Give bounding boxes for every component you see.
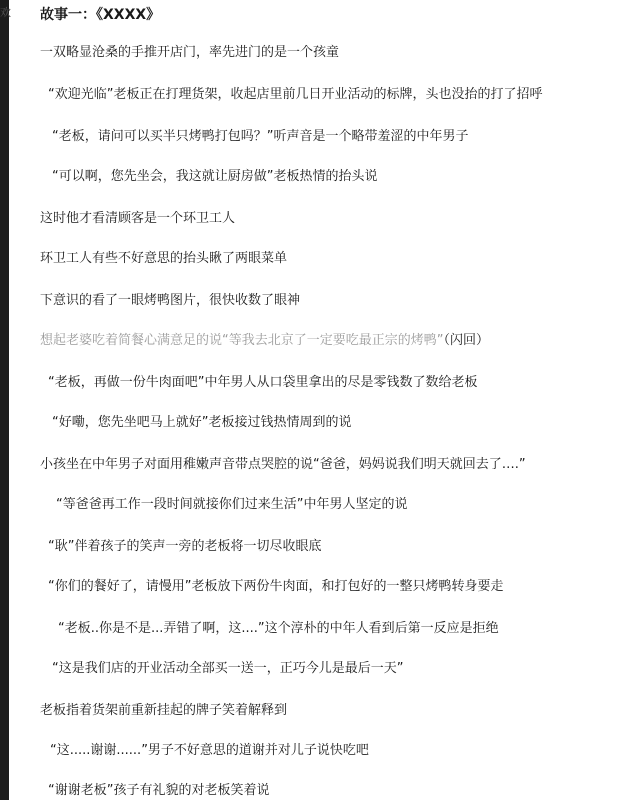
story-line: 小孩坐在中年男子对面用稚嫩声音带点哭腔的说“爸爸，妈妈说我们明天就回去了….” bbox=[40, 457, 526, 472]
story-line: “耿”伴着孩子的笑声一旁的老板将一切尽收眼底 bbox=[48, 539, 322, 554]
story-line: “等爸爸再工作一段时间就接你们过来生活”中年男人坚定的说 bbox=[56, 497, 408, 512]
story-line: “欢迎光临”老板正在打理货架，收起店里前几日开业活动的标牌，头也没抬的打了招呼 bbox=[48, 87, 543, 102]
story-line: 老板指着货架前重新挂起的牌子笑着解释到 bbox=[40, 703, 288, 718]
story-line: “好嘞，您先坐吧马上就好”老板接过钱热情周到的说 bbox=[52, 415, 352, 430]
story-line: 下意识的看了一眼烤鸭图片，很快收数了眼神 bbox=[40, 293, 301, 308]
flashback-line bbox=[40, 332, 489, 350]
flashback-note: （闪回） bbox=[443, 333, 489, 348]
story-line: “老板，再做一份牛肉面吧”中年男人从口袋里拿出的尽是零钱数了数给老板 bbox=[48, 375, 478, 390]
story-title: 故事一：《XXXX》 bbox=[40, 7, 161, 23]
story-line: “老板..你是不是...弄错了啊，这....”这个淳朴的中年人看到后第一反应是拒绝 bbox=[58, 621, 499, 636]
story-line: “老板，请问可以买半只烤鸭打包吗？”听声音是一个略带羞涩的中年男子 bbox=[52, 129, 469, 144]
story-line: “你们的餐好了，请慢用”老板放下两份牛肉面，和打包好的一整只烤鸭转身要走 bbox=[48, 579, 504, 594]
story-line: 这时他才看清顾客是一个环卫工人 bbox=[40, 211, 236, 226]
story-line: “可以啊，您先坐会，我这就让厨房做”老板热情的抬头说 bbox=[52, 169, 378, 184]
story-line: 环卫工人有些不好意思的抬头瞅了两眼菜单 bbox=[40, 251, 288, 266]
story-line: “这是我们店的开业活动全部买一送一，正巧今儿是最后一天” bbox=[52, 661, 404, 676]
cropped-glyph: 欢 bbox=[0, 6, 11, 19]
flashback-text: 想起老婆吃着简餐心满意足的说“等我去北京了一定要吃最正宗的烤鸭” bbox=[40, 333, 444, 348]
story-line: “谢谢老板”孩子有礼貌的对老板笑着说 bbox=[48, 783, 270, 798]
story-line: “这.....谢谢......”男子不好意思的道谢并对儿子说快吃吧 bbox=[50, 743, 369, 758]
story-line: 一双略显沧桑的手推开店门，率先进门的是一个孩童 bbox=[40, 45, 340, 60]
